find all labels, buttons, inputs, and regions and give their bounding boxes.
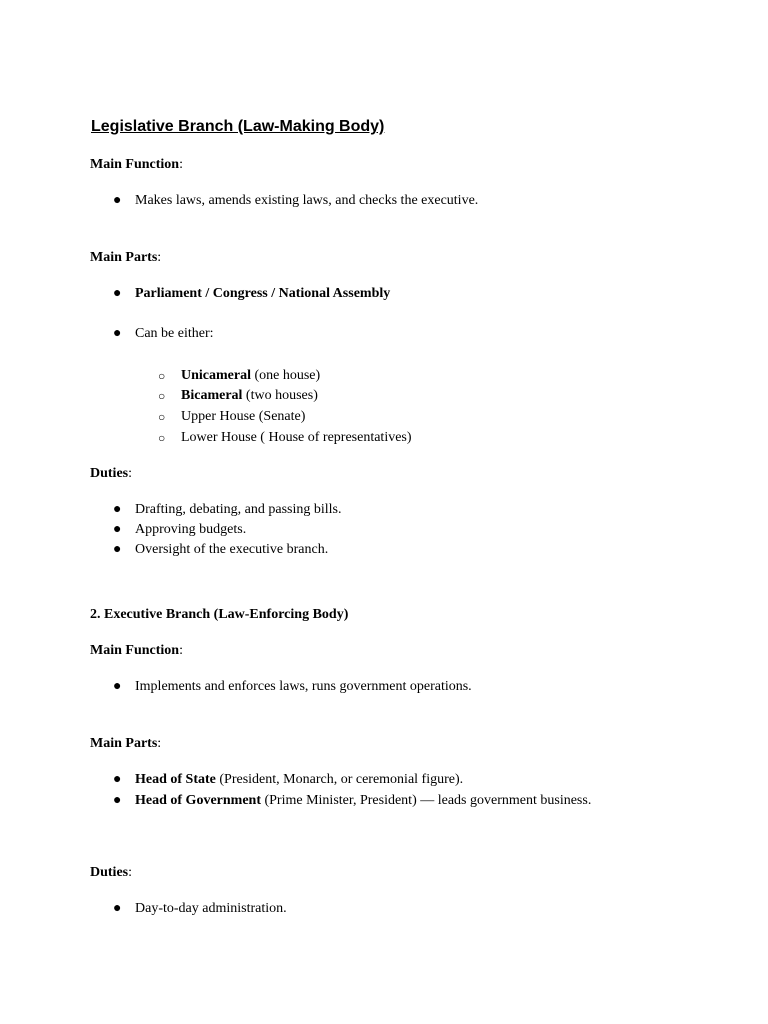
legislative-duty-item: Drafting, debating, and passing bills. xyxy=(135,502,342,517)
legislative-main-function-label: Main Function: xyxy=(90,157,183,172)
legislative-sub-item: Unicameral (one house) xyxy=(181,368,321,383)
legislative-duty-item: Approving budgets. xyxy=(135,522,247,537)
legislative-heading: Legislative Branch (Law-Making Body) xyxy=(91,118,385,135)
hollow-bullet-icon: ○ xyxy=(158,431,166,445)
hollow-bullet-icon: ○ xyxy=(158,410,166,424)
legislative-parts-item: Parliament / Congress / National Assembly xyxy=(135,286,391,301)
bullet-icon: ● xyxy=(113,193,122,208)
legislative-can-be-either: Can be either: xyxy=(135,326,214,341)
bullet-icon: ● xyxy=(113,326,122,341)
executive-main-function-item: Implements and enforces laws, runs government operations. xyxy=(135,679,472,694)
bullet-icon: ● xyxy=(113,542,122,557)
bullet-icon: ● xyxy=(113,286,122,301)
executive-heading: 2. Executive Branch (Law-Enforcing Body) xyxy=(90,607,349,622)
executive-duty-item: Day-to-day administration. xyxy=(135,901,287,916)
bullet-icon: ● xyxy=(113,522,122,537)
legislative-sub-item: Upper House (Senate) xyxy=(181,409,306,424)
legislative-sub-item: Bicameral (two houses) xyxy=(181,388,318,403)
executive-part-item: Head of Government (Prime Minister, President) — leads government business. xyxy=(135,793,592,808)
legislative-duties-label: Duties: xyxy=(90,466,133,481)
bullet-icon: ● xyxy=(113,502,122,517)
hollow-bullet-icon: ○ xyxy=(158,389,166,403)
executive-main-function-label: Main Function: xyxy=(90,643,183,658)
executive-part-item: Head of State (President, Monarch, or ceremonial figure). xyxy=(135,772,464,787)
legislative-main-function-item: Makes laws, amends existing laws, and checks the executive. xyxy=(135,193,479,208)
legislative-duty-item: Oversight of the executive branch. xyxy=(135,542,329,557)
bullet-icon: ● xyxy=(113,679,122,694)
legislative-main-parts-label: Main Parts: xyxy=(90,250,162,265)
executive-duties-label: Duties: xyxy=(90,865,133,880)
bullet-icon: ● xyxy=(113,772,122,787)
bullet-icon: ● xyxy=(113,793,122,808)
executive-main-parts-label: Main Parts: xyxy=(90,736,162,751)
legislative-sub-item: Lower House ( House of representatives) xyxy=(181,430,412,445)
hollow-bullet-icon: ○ xyxy=(158,369,166,383)
bullet-icon: ● xyxy=(113,901,122,916)
